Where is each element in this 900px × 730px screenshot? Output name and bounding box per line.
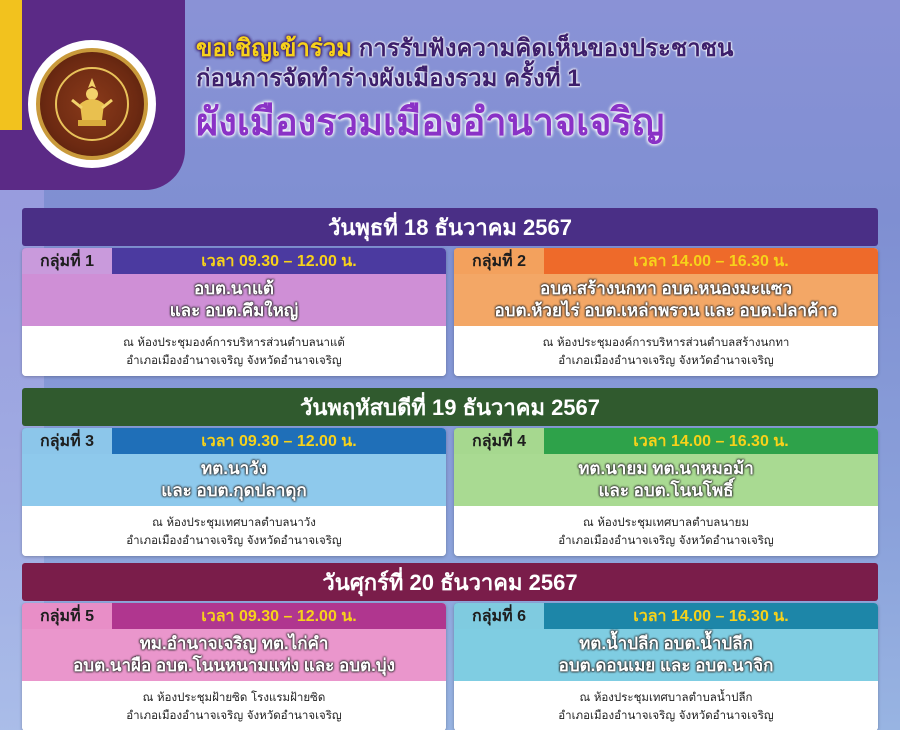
participant-names [22,629,446,681]
venue-line: ณ ห้องประชุมองค์การบริหารส่วนตำบลนาแต้ [123,335,345,349]
plan-title: ผังเมืองรวมเมืองอำนาจเจริญ [196,102,665,144]
session-bar [22,428,446,454]
participant-line: อบต.ดอนเมย และ อบต.นาจิก [558,656,774,675]
participant-line: อบต.สร้างนกทา อบต.หนองมะแซว [540,279,792,298]
session-bar [454,603,878,629]
participant-line: อบต.นาผือ อบต.โนนหนามแท่ง และ อบต.บุ่ง [73,656,395,675]
invitation-header [196,34,886,150]
venue-line: ณ ห้องประชุมฝ้ายซิด โรงแรมฝ้ายซิด [142,690,326,704]
venue-line: อำเภอเมืองอำนาจเจริญ จังหวัดอำนาจเจริญ [558,708,774,722]
venue-line: ณ ห้องประชุมเทศบาลตำบลนาวัง [152,515,316,529]
header-line-2: ก่อนการจัดทำร่างผังเมืองรวม ครั้งที่ 1 [196,65,581,92]
participant-line: ทต.นาวัง [201,459,267,478]
participant-names [454,274,878,326]
venue-info [454,681,878,730]
hearing-title: การรับฟังความคิดเห็นของประชาชน [358,35,734,62]
venue-line: ณ ห้องประชุมองค์การบริหารส่วนตำบลสร้างนกทา [542,335,790,349]
venue-line: อำเภอเมืองอำนาจเจริญ จังหวัดอำนาจเจริญ [126,353,342,367]
participant-line: และ อบต.กุดปลาดุก [161,481,307,500]
session-card [22,248,446,376]
group-label: กลุ่มที่ 6 [454,603,544,629]
session-time: เวลา 09.30 – 12.00 น. [201,607,357,625]
venue-line: อำเภอเมืองอำนาจเจริญ จังหวัดอำนาจเจริญ [558,533,774,547]
group-label: กลุ่มที่ 4 [454,428,544,454]
participant-line: ทต.นายม ทต.นาหมอม้า [578,459,754,478]
venue-line: อำเภอเมืองอำนาจเจริญ จังหวัดอำนาจเจริญ [126,708,342,722]
session-bar [22,248,446,274]
participant-names [454,454,878,506]
day-header: วันศุกร์ที่ 20 ธันวาคม 2567 [22,563,878,601]
participant-line: อบต.ห้วยไร่ อบต.เหล่าพรวน และ อบต.ปลาค้าว [494,301,838,320]
venue-info [22,681,446,730]
session-bar [454,428,878,454]
group-label: กลุ่มที่ 2 [454,248,544,274]
participant-line: อบต.นาแต้ [194,279,274,298]
session-time: เวลา 14.00 – 16.30 น. [633,432,789,450]
session-bar [454,248,878,274]
session-card [454,428,878,556]
session-time: เวลา 09.30 – 12.00 น. [201,252,357,270]
invite-label: ขอเชิญเข้าร่วม [196,35,353,62]
participant-line: ทต.น้ำปลีก อบต.น้ำปลีก [579,634,753,653]
session-time: เวลา 14.00 – 16.30 น. [633,252,789,270]
participant-names [454,629,878,681]
venue-info [454,326,878,376]
venue-info [454,506,878,556]
session-time: เวลา 09.30 – 12.00 น. [201,432,357,450]
venue-line: อำเภอเมืองอำนาจเจริญ จังหวัดอำนาจเจริญ [558,353,774,367]
venue-info [22,326,446,376]
group-label: กลุ่มที่ 1 [22,248,112,274]
participant-line: และ อบต.โนนโพธิ์ [598,481,734,500]
department-seal [28,40,156,168]
day-header: วันพุธที่ 18 ธันวาคม 2567 [22,208,878,246]
group-label: กลุ่มที่ 5 [22,603,112,629]
participant-names [22,274,446,326]
participant-line: ทม.อำนาจเจริญ ทต.ไก่คำ [139,634,329,653]
group-label: กลุ่มที่ 3 [22,428,112,454]
header-line-1 [196,34,886,64]
participant-names [22,454,446,506]
session-time: เวลา 14.00 – 16.30 น. [633,607,789,625]
deity-seal-icon [36,48,148,160]
venue-line: ณ ห้องประชุมเทศบาลตำบลนายม [583,515,749,529]
session-card [22,603,446,730]
session-card [22,428,446,556]
day-header: วันพฤหัสบดีที่ 19 ธันวาคม 2567 [22,388,878,426]
session-card [454,603,878,730]
venue-line: อำเภอเมืองอำนาจเจริญ จังหวัดอำนาจเจริญ [126,533,342,547]
yellow-ribbon [0,0,22,130]
venue-line: ณ ห้องประชุมเทศบาลตำบลน้ำปลีก [579,690,753,704]
session-card [454,248,878,376]
venue-info [22,506,446,556]
session-bar [22,603,446,629]
participant-line: และ อบต.คึมใหญ่ [169,301,299,320]
